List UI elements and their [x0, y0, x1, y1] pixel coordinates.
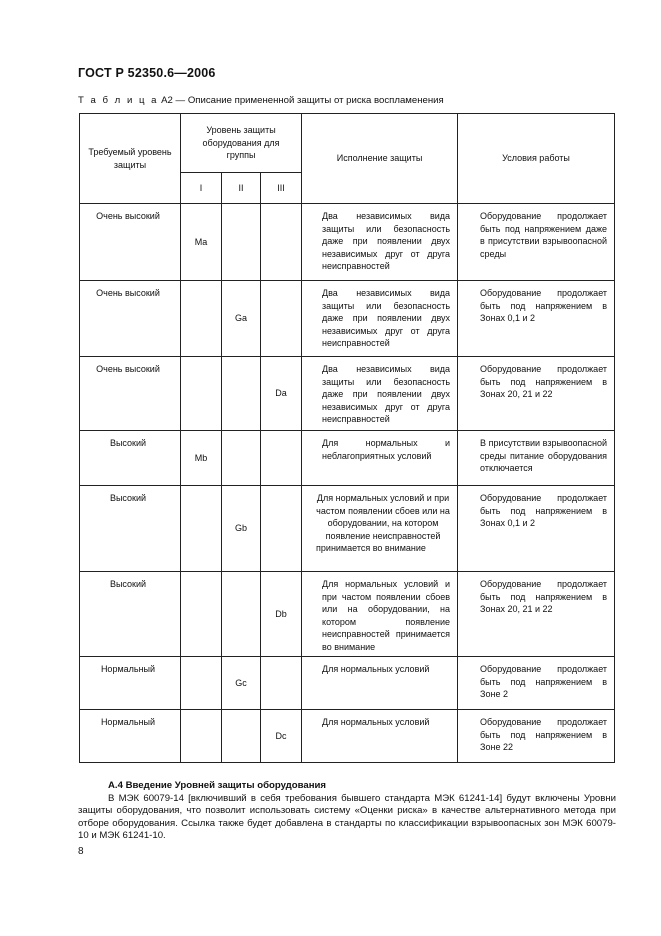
row-conditions: Оборудование продолжает быть под напряжением в Зоне 2	[458, 657, 615, 710]
section-title	[78, 780, 616, 793]
row-group-3	[261, 486, 302, 572]
row-group-1	[181, 486, 222, 572]
table-caption-text: А2 — Описание примененной защиты от риска воспламенения	[161, 95, 444, 106]
row-level: Высокий	[80, 431, 181, 486]
row-level: Нормальный	[80, 657, 181, 710]
row-conditions: Оборудование продолжает быть под напряжением в Зонах 20, 21 и 22	[458, 572, 615, 657]
table-row	[80, 357, 615, 431]
header-protection: Исполнение защиты	[302, 114, 458, 204]
row-protection: Для нормальных и неблагоприятных условий	[302, 431, 458, 486]
row-conditions: Оборудование продолжает быть под напряжением даже в присутствии взрывоопасной среды	[458, 204, 615, 281]
row-group-2: Ga	[222, 281, 261, 357]
row-level: Очень высокий	[80, 281, 181, 357]
row-group-1	[181, 710, 222, 763]
row-conditions: Оборудование продолжает быть под напряжением в Зонах 0,1 и 2	[458, 486, 615, 572]
row-group-3	[261, 204, 302, 281]
row-group-1	[181, 281, 222, 357]
row-group-1: Mb	[181, 431, 222, 486]
row-protection: Два независимых вида защиты или безопасность даже при появлении двух независимых друг от друга неисправностей	[302, 357, 458, 431]
row-protection: Два независимых вида защиты или безопасность даже при появлении двух независимых друг от друга неисправностей	[302, 204, 458, 281]
row-group-1: Ma	[181, 204, 222, 281]
row-level: Высокий	[80, 486, 181, 572]
row-group-2	[222, 357, 261, 431]
row-group-3: Dc	[261, 710, 302, 763]
table-row	[80, 204, 615, 281]
row-protection: Два независимых вида защиты или безопасность даже при появлении двух независимых друг от друга неисправностей	[302, 281, 458, 357]
table-caption	[78, 95, 444, 106]
table-row	[80, 710, 615, 763]
row-group-1	[181, 572, 222, 657]
header-conditions: Условия работы	[458, 114, 615, 204]
row-group-1	[181, 357, 222, 431]
section-title-text: Введение Уровней защиты оборудования	[125, 780, 327, 791]
row-group-3	[261, 657, 302, 710]
table-caption-label: Т а б л и ц а	[78, 95, 159, 106]
row-level: Очень высокий	[80, 357, 181, 431]
header-group-2: II	[222, 173, 261, 204]
protection-table	[79, 113, 615, 763]
row-group-2	[222, 431, 261, 486]
section-number: А.4	[108, 780, 123, 791]
row-group-3: Da	[261, 357, 302, 431]
header-equipment-level: Уровень защиты оборудования для группы	[181, 114, 302, 173]
page-number: 8	[78, 846, 84, 857]
row-conditions: В присутствии взрывоопасной среды питание оборудования отключается	[458, 431, 615, 486]
row-protection: Для нормальных условий	[302, 657, 458, 710]
row-group-1	[181, 657, 222, 710]
row-conditions: Оборудование продолжает быть под напряжением в Зонах 20, 21 и 22	[458, 357, 615, 431]
header-required-level: Требуемый уровень защиты	[80, 114, 181, 204]
header-group-1: I	[181, 173, 222, 204]
row-group-2: Gb	[222, 486, 261, 572]
section-a4	[78, 780, 616, 843]
row-group-2: Gc	[222, 657, 261, 710]
row-group-3: Db	[261, 572, 302, 657]
row-level: Нормальный	[80, 710, 181, 763]
row-group-3	[261, 431, 302, 486]
row-protection: Для нормальных условий и при частом появлении сбоев или на оборудовании, на котором появление неисправностей принимается во внимание	[302, 572, 458, 657]
document-header: ГОСТ Р 52350.6—2006	[78, 66, 216, 80]
row-level: Очень высокий	[80, 204, 181, 281]
table-row	[80, 431, 615, 486]
row-level: Высокий	[80, 572, 181, 657]
row-group-3	[261, 281, 302, 357]
row-protection: Для нормальных условий и при частом появлении сбоев или на оборудовании, на котором появление неисправностей принимается во внимание	[302, 486, 458, 572]
section-body: В МЭК 60079-14 [включивший в себя требования бывшего стандарта МЭК 61241-14] будут включены Уровни защиты оборудования, что позволит использовать систему «Оценки риска» в качестве альтернативного метода при отборе оборудования. Ссылка также будет добавлена в стандарты по классификации взрывоопасных зон МЭК 60079-10 и МЭК 61241-10.	[78, 792, 616, 841]
row-conditions: Оборудование продолжает быть под напряжением в Зонах 0,1 и 2	[458, 281, 615, 357]
table-row	[80, 281, 615, 357]
table-row	[80, 486, 615, 572]
row-group-2	[222, 204, 261, 281]
table-row	[80, 657, 615, 710]
row-group-2	[222, 572, 261, 657]
row-conditions: Оборудование продолжает быть под напряжением в Зоне 22	[458, 710, 615, 763]
table-row	[80, 572, 615, 657]
header-group-3: III	[261, 173, 302, 204]
row-protection: Для нормальных условий	[302, 710, 458, 763]
row-group-2	[222, 710, 261, 763]
